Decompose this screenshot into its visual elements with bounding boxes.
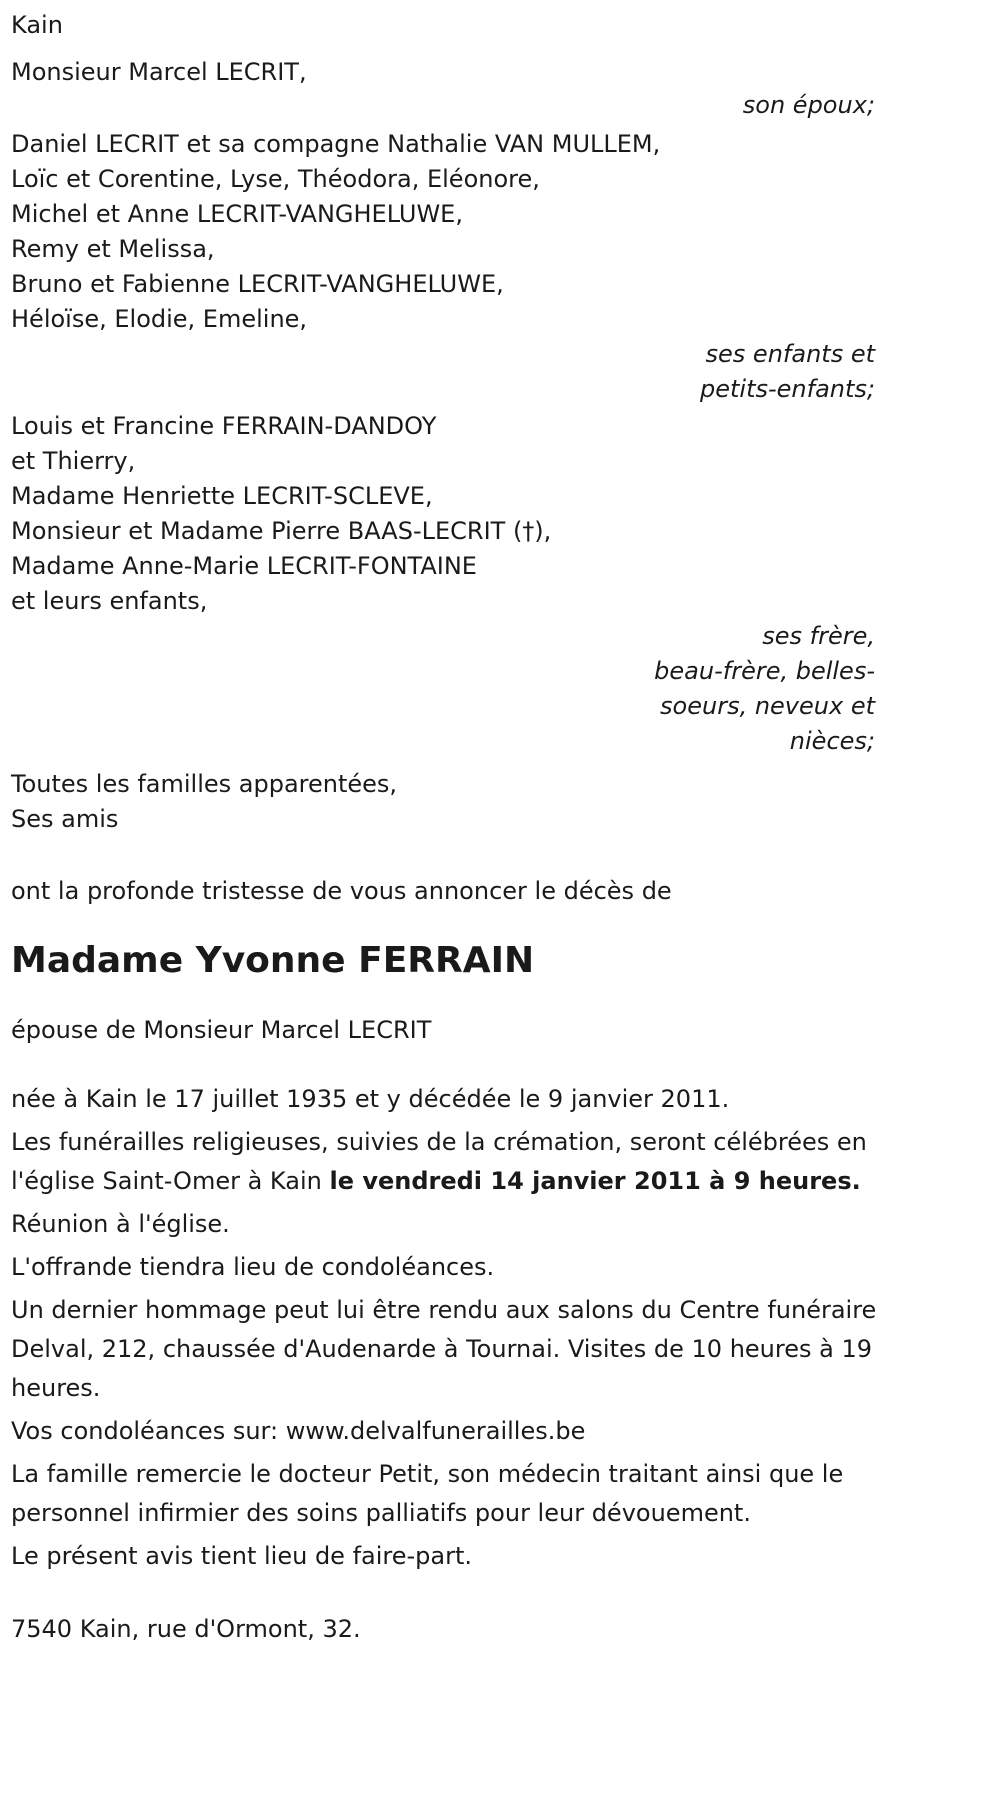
offering-text: L'offrande tiendra lieu de condoléances.: [11, 1253, 495, 1281]
children-line: Remy et Melissa,: [11, 235, 215, 263]
thanks-text: La famille remercie le docteur Petit, son médecin traitant ainsi que le personnel infirmier des soins palliatifs pour leur dévouement.: [11, 1460, 844, 1527]
funeral-text-body: Les funérailles religieuses, suivies de la crémation, seront célébrées en l'église Saint-Omer à Kain: [11, 1128, 867, 1195]
others-line: Toutes les familles apparentées,: [11, 770, 398, 798]
deceased-name: Madame Yvonne FERRAIN: [11, 940, 535, 981]
others-block: [11, 765, 881, 839]
children-line: Michel et Anne LECRIT-VANGHELUWE,: [11, 200, 463, 228]
details-section: [11, 1080, 881, 1576]
siblings-line: Madame Henriette LECRIT-SCLEVE,: [11, 482, 433, 510]
children-block: [11, 125, 881, 409]
funeral-date: le vendredi 14 janvier 2011 à 9 heures.: [329, 1167, 861, 1195]
children-relation: ses enfants et: [705, 340, 875, 368]
siblings-line: Madame Anne-Marie LECRIT-FONTAINE: [11, 552, 477, 580]
children-line: Héloïse, Elodie, Emeline,: [11, 305, 308, 333]
siblings-line: Louis et Francine FERRAIN-DANDOY: [11, 412, 437, 440]
place-heading: Kain: [11, 11, 63, 39]
siblings-line: et Thierry,: [11, 447, 136, 475]
homage-text: Un dernier hommage peut lui être rendu aux salons du Centre funéraire Delval, 212, chaussée d'Audenarde à Tournai. Visites de 10 heures à 19 heures.: [11, 1296, 877, 1402]
siblings-block: [11, 407, 881, 761]
announcement-text: ont la profonde tristesse de vous annoncer le décès de: [11, 877, 672, 905]
siblings-relation: ses frère,: [762, 622, 875, 650]
funeral-text: [11, 1123, 881, 1201]
siblings-line: Monsieur et Madame Pierre BAAS-LECRIT (†),: [11, 517, 552, 545]
meeting-text: Réunion à l'église.: [11, 1210, 230, 1238]
children-line: Daniel LECRIT et sa compagne Nathalie VAN MULLEM,: [11, 130, 661, 158]
children-line: Bruno et Fabienne LECRIT-VANGHELUWE,: [11, 270, 504, 298]
spouse-line: Monsieur Marcel LECRIT,: [11, 58, 307, 86]
address-text: 7540 Kain, rue d'Ormont, 32.: [11, 1615, 361, 1643]
birth-death-text: née à Kain le 17 juillet 1935 et y décédée le 9 janvier 2011.: [11, 1085, 730, 1113]
condolences-text: Vos condoléances sur: www.delvalfunerailles.be: [11, 1417, 586, 1445]
spouse-of-text: épouse de Monsieur Marcel LECRIT: [11, 1016, 432, 1044]
children-line: Loïc et Corentine, Lyse, Théodora, Eléonore,: [11, 165, 540, 193]
spouse-relation: son époux;: [742, 91, 875, 119]
siblings-line: et leurs enfants,: [11, 587, 208, 615]
siblings-relation: beau-frère, belles-: [654, 657, 875, 685]
siblings-relation: nièces;: [789, 727, 875, 755]
children-relation: petits-enfants;: [700, 375, 875, 403]
siblings-relation: soeurs, neveux et: [660, 692, 875, 720]
others-line: Ses amis: [11, 805, 119, 833]
notice-text: Le présent avis tient lieu de faire-part.: [11, 1542, 473, 1570]
